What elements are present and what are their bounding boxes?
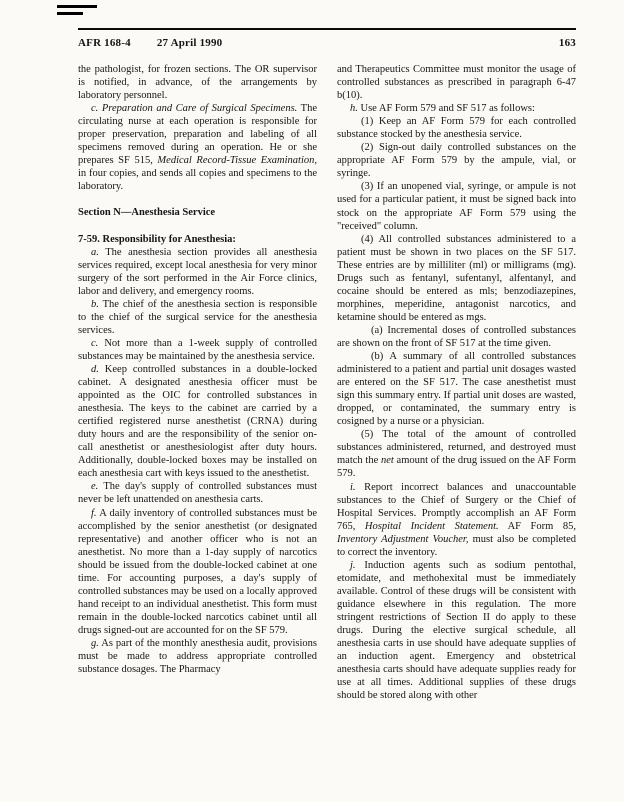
- text-run: Use AF Form 579 and SF 517 as follows:: [357, 103, 535, 115]
- paragraph: [337, 115, 576, 141]
- page-content: [78, 28, 576, 702]
- text-run: (b) A summary of all controlled substances administered to a patient and partial unit dosages wasted are entered on the SF 517. The case anesthetist must sign this summary entry. If partial unit doses are wasted, dropped, or contaminated, the summary entry is cosigned by a nurse or a physician.: [337, 351, 576, 428]
- text-run: Report incorrect balances and unaccountable substances to the Chief of Surgery or the Chief of Hospital Services. Promptly accomplish an AF Form 765,: [337, 481, 576, 532]
- text-run: h.: [350, 103, 358, 115]
- text-run: Not more than a 1-week supply of controlled substances may be maintained by the anesthesia service.: [78, 337, 317, 362]
- text-run: Keep controlled substances in a double-locked cabinet. A designated anesthesia officer must be appointed as the OIC for controlled substances in anesthesia. The keys to the cabinet are carried by a certified registered nurse anesthetist (CRNA) during duty hours and are the responsibility of the senior on-call anesthetist or anesthesiologist after duty hours. Additionally, double-locked boxes may be installed on each anesthesia cart with keys issued to the anesthetist.: [78, 363, 317, 480]
- text-run: Section N—Anesthesia Service: [78, 207, 216, 219]
- text-run: Induction agents such as sodium pentothal, etomidate, and methohexital must be immediately available. Control of these drugs will be consistent with guidance elsewhere in this regulation. The more stringent restrictions of Section II do apply to these drugs. During the elective surgical schedule, all anesthesia carts in use should have adequate supplies of an induction agent. Emergency and obstetrical anesthesia carts should have adequate supplies ready for use at all times. Additional supplies of these drugs should be stored along with other: [337, 559, 576, 702]
- text-run: a.: [91, 246, 99, 258]
- text-run: c.: [91, 337, 99, 349]
- scan-marks: [57, 5, 97, 19]
- text-run: and Therapeutics Committee must monitor the usage of controlled substances as prescribed in paragraph 6-47 b(10).: [337, 64, 576, 102]
- text-run: Medical Record-Tissue Examination,: [157, 155, 317, 167]
- section-heading: [78, 233, 317, 246]
- paragraph: [78, 337, 317, 363]
- text-run: the pathologist, for frozen sections. The OR supervisor is notified, in advance, of the arrangements by laboratory personnel.: [78, 64, 317, 102]
- paragraph: [78, 102, 317, 193]
- text-run: As part of the monthly anesthesia audit, provisions must be made to address appropriate controlled substance dosages. The Pharmacy: [78, 637, 317, 676]
- text-run: amount of the drug issued on the AF Form 579.: [337, 455, 577, 480]
- text-run: A daily inventory of controlled substances must be accomplished by the senior anesthetist (or designated representative) and another officer who is not an anesthetist. No more than a 1-day supply of narcotics should be issued from the double-locked cabinet at one time. For accounting purposes, a day's supply of controlled substances may be used on a locally approved hand receipt to an individual anesthetist. This form must remain in the double-locked narcotics cabinet until all drugs signed-out are accounted for on the SF 579.: [78, 507, 317, 636]
- section-heading: [78, 206, 317, 219]
- paragraph: [337, 233, 576, 324]
- text-run: The anesthesia section provides all anesthesia services required, except local anesthesia for very minor surgery of the sort performed in the Air Force clinics, labor and delivery, and emergency rooms.: [78, 246, 317, 297]
- text-run: Inventory Adjustment Voucher,: [337, 533, 469, 545]
- text-run: 7-59. Responsibility for Anesthesia:: [78, 233, 236, 245]
- text-run: must also be completed to correct the inventory.: [337, 533, 577, 558]
- paragraph: [78, 480, 317, 506]
- text-run: (a) Incremental doses of controlled substances are shown on the front of SF 517 at the time given.: [337, 324, 576, 349]
- text-run: g.: [91, 637, 99, 649]
- text-run: f.: [91, 507, 97, 519]
- paragraph: [337, 324, 576, 350]
- text-run: The day's supply of controlled substances must never be left unattended on anesthesia carts.: [78, 481, 317, 506]
- text-run: (5) The total of the amount of controlled substances administered, returned, and destroyed must match the: [337, 429, 576, 467]
- paragraph: [78, 637, 317, 676]
- doc-id: AFR 168-4: [78, 37, 131, 49]
- right-column: [337, 63, 576, 702]
- paragraph: [78, 507, 317, 637]
- text-run: (1) Keep an AF Form 579 for each controlled substance stocked by the anesthesia service.: [337, 116, 576, 141]
- text-run: e.: [91, 481, 99, 493]
- paragraph: [337, 350, 576, 428]
- paragraph: [337, 481, 576, 559]
- paragraph: [78, 63, 317, 102]
- left-column: [78, 63, 317, 702]
- paragraph: [78, 298, 317, 337]
- text-run: AF Form 85,: [498, 520, 576, 532]
- paragraph: [78, 363, 317, 480]
- paragraph: [337, 63, 576, 102]
- text-run: The circulating nurse at each operation is responsible for proper preservation, preparation and labeling of all specimens removed during an operation. He or she prepares SF 515,: [78, 103, 317, 167]
- doc-date: 27 April 1990: [156, 37, 223, 49]
- page-header: [78, 30, 576, 49]
- paragraph: [337, 141, 576, 180]
- header-left: [78, 37, 222, 49]
- text-run: The chief of the anesthesia section is responsible to the chief of the surgical service for the anesthesia services.: [78, 298, 317, 336]
- text-run: c. Preparation and Care of Surgical Specimens.: [91, 103, 298, 115]
- text-run: d.: [91, 363, 99, 375]
- text-run: (3) If an unopened vial, syringe, or ampule is not used for a particular patient, it must be signed back into stock on the appropriate AF Form 579 using the "received" column.: [337, 181, 576, 232]
- paragraph: [337, 102, 576, 115]
- document-body: [78, 63, 576, 702]
- text-run: j.: [350, 559, 356, 571]
- text-run: b.: [91, 298, 99, 310]
- text-run: (4) All controlled substances administered to a patient must be shown in two places on the SF 517. These entries are by milliliter (ml) or milligrams (mg). Drugs such as fentanyl, sufentanyl, alfentanyl, and cocaine should be entered as mls; benzodiazepines, morphines, meperidine, antagonist narcotics, and ketamine should be entered as mgs.: [337, 233, 576, 323]
- paragraph: [337, 180, 576, 232]
- text-run: (2) Sign-out daily controlled substances on the appropriate AF Form 579 by the ampule, vial, or syringe.: [337, 142, 576, 180]
- text-run: i.: [350, 481, 356, 493]
- paragraph: [337, 559, 576, 703]
- scan-mark: [57, 5, 97, 8]
- paragraph: [78, 246, 317, 298]
- text-run: Hospital Incident Statement.: [364, 520, 499, 532]
- text-run: in four copies, and sends all copies and specimens to the laboratory.: [78, 168, 317, 193]
- text-run: net: [380, 455, 394, 467]
- scan-mark: [57, 12, 83, 15]
- paragraph: [337, 428, 576, 480]
- page-number: 163: [558, 37, 576, 49]
